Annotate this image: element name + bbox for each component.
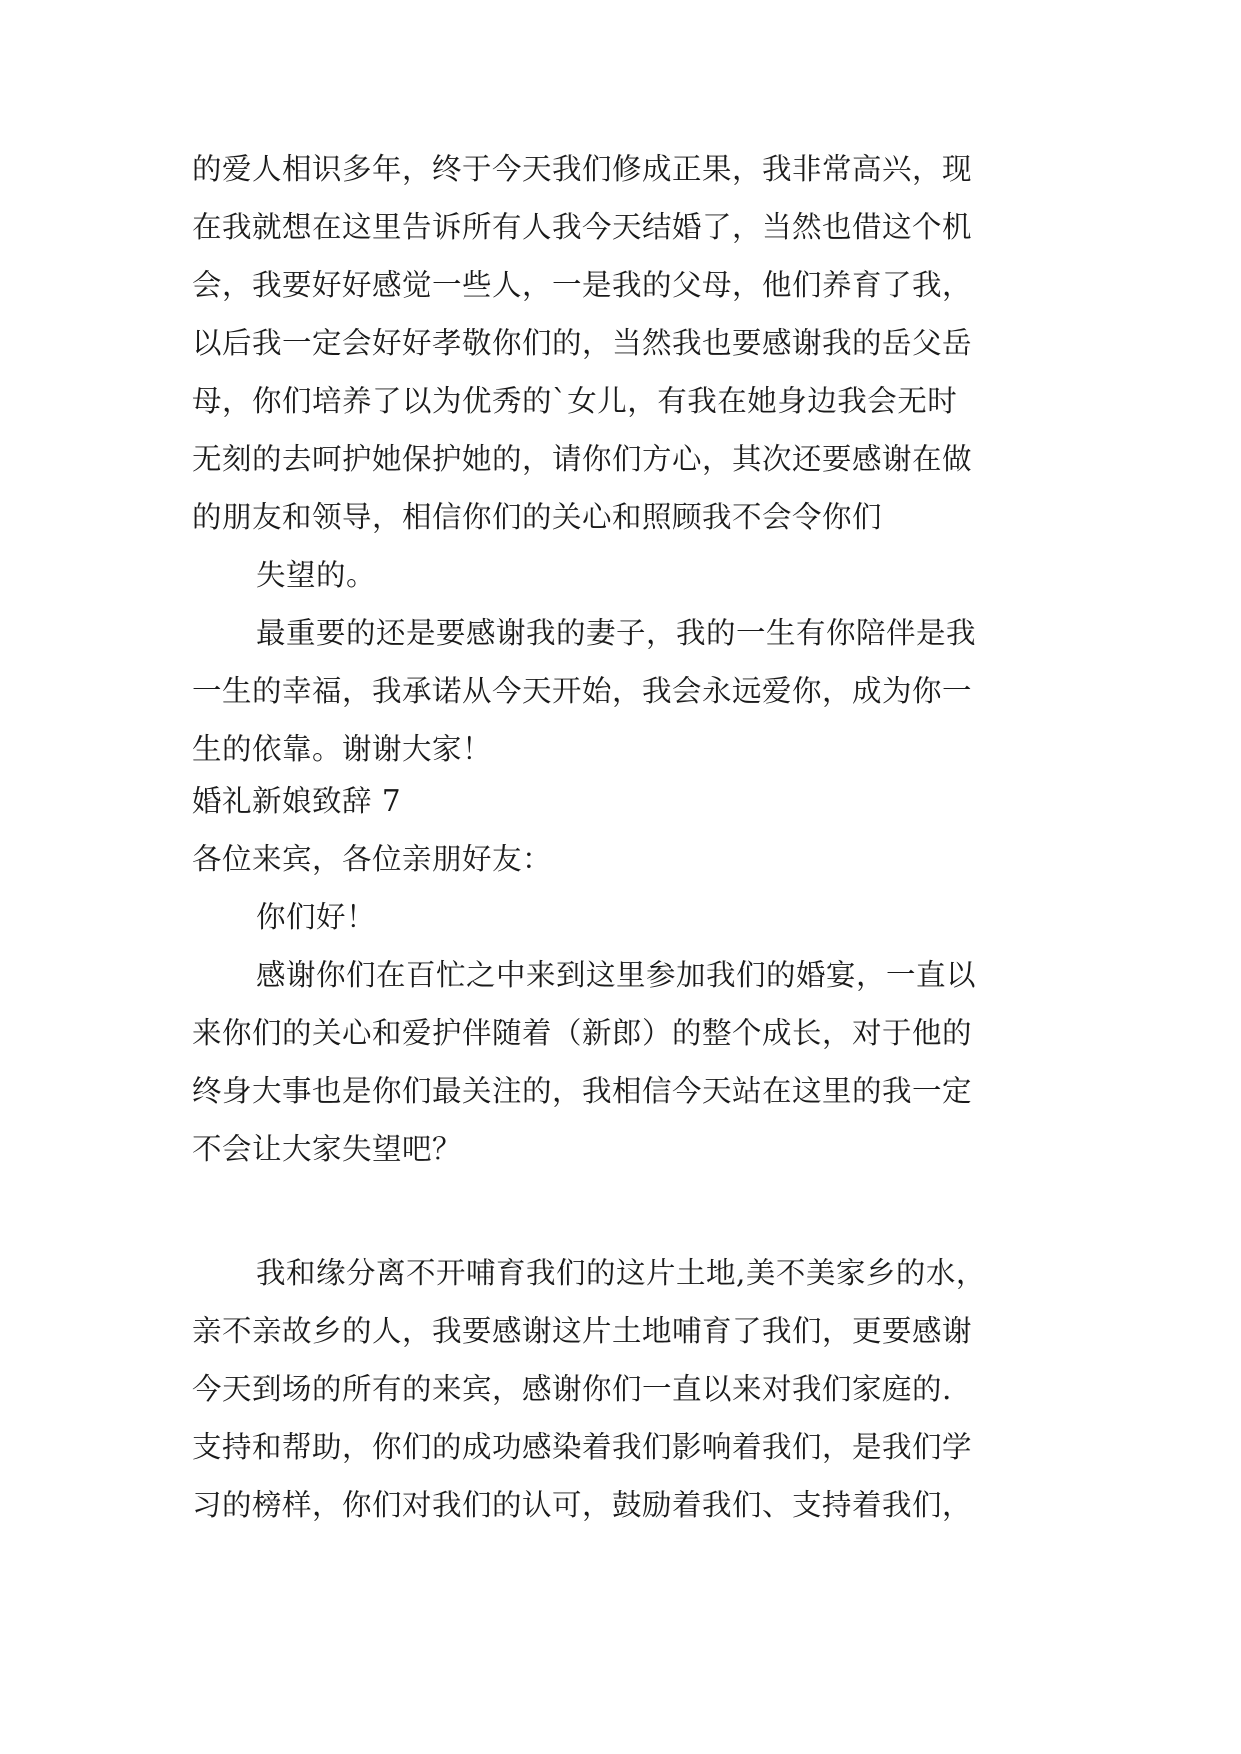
text-line: 今天到场的所有的来宾，感谢你们一直以来对我们家庭的. xyxy=(192,1372,952,1406)
text-line: 的爱人相识多年，终于今天我们修成正果，我非常高兴，现 xyxy=(192,152,973,186)
text-line: 无刻的去呵护她保护她的，请你们方心，其次还要感谢在做 xyxy=(192,442,973,476)
text-line: 我和缘分离不开哺育我们的这片土地,美不美家乡的水， xyxy=(256,1256,986,1290)
text-line: 母，你们培养了以为优秀的`女儿，有我在她身边我会无时 xyxy=(192,384,958,418)
section-heading: 婚礼新娘致辞 7 xyxy=(192,784,402,818)
text-line: 感谢你们在百忙之中来到这里参加我们的婚宴，一直以 xyxy=(256,958,977,992)
text-line: 一生的幸福，我承诺从今天开始，我会永远爱你，成为你一 xyxy=(192,674,973,708)
text-line: 失望的。 xyxy=(256,558,377,592)
text-line: 支持和帮助，你们的成功感染着我们影响着我们，是我们学 xyxy=(192,1430,973,1464)
text-line: 不会让大家失望吧？ xyxy=(192,1132,463,1166)
text-line: 来你们的关心和爱护伴随着（新郎）的整个成长，对于他的 xyxy=(192,1016,973,1050)
text-line: 生的依靠。谢谢大家！ xyxy=(192,732,493,766)
text-line: 在我就想在这里告诉所有人我今天结婚了，当然也借这个机 xyxy=(192,210,973,244)
text-line: 习的榜样，你们对我们的认可，鼓励着我们、支持着我们， xyxy=(192,1488,973,1522)
text-line: 终身大事也是你们最关注的，我相信今天站在这里的我一定 xyxy=(192,1074,973,1108)
text-line: 最重要的还是要感谢我的妻子，我的一生有你陪伴是我 xyxy=(256,616,977,650)
text-line: 会，我要好好感觉一些人，一是我的父母，他们养育了我， xyxy=(192,268,973,302)
salutation: 各位来宾，各位亲朋好友： xyxy=(192,842,553,876)
text-line: 以后我一定会好好孝敬你们的，当然我也要感谢我的岳父岳 xyxy=(192,326,973,360)
text-line: 的朋友和领导，相信你们的关心和照顾我不会令你们 xyxy=(192,500,883,534)
text-line: 亲不亲故乡的人，我要感谢这片土地哺育了我们，更要感谢 xyxy=(192,1314,973,1348)
greeting: 你们好！ xyxy=(256,900,377,934)
